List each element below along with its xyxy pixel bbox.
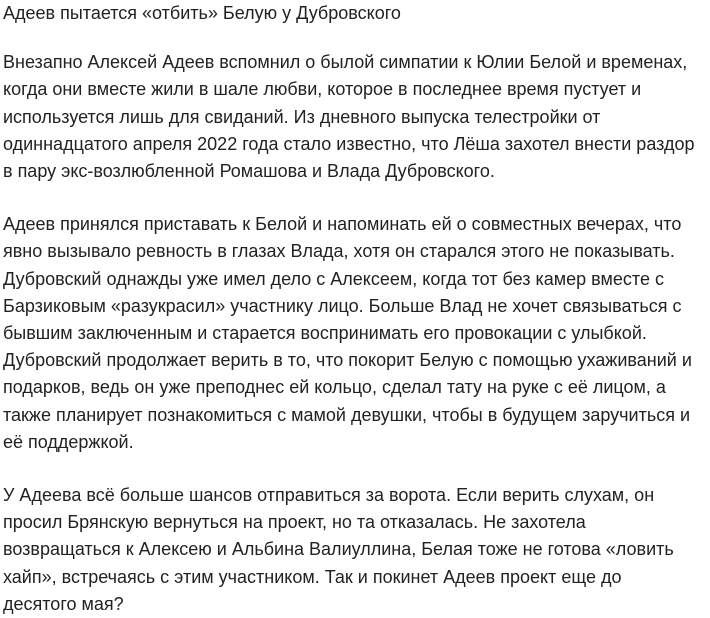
- article-title: Адеев пытается «отбить» Белую у Дубровского: [3, 3, 401, 23]
- paragraph-2: [3, 211, 707, 456]
- paragraph-line: просил Брянскую вернуться на проект, но та отказалась. Не захотела: [3, 512, 586, 533]
- paragraph-line: У Адеева всё больше шансов отправиться за ворота. Если верить слухам, он: [3, 485, 655, 506]
- paragraph-line: Барзиковым «разукрасил» участнику лицо. Больше Влад не хочет связываться с: [3, 295, 682, 316]
- paragraph-1: [3, 49, 707, 185]
- paragraph-line: Дубровский однажды уже имел дело с Алексеем, когда тот без камер вместе с: [3, 268, 664, 289]
- paragraph-3: [3, 482, 707, 618]
- paragraph-line: явно вызывало ревность в глазах Влада, хотя он старался этого не показывать.: [3, 241, 675, 262]
- paragraph-line: её поддержкой.: [3, 431, 134, 452]
- paragraph-spacer: [3, 185, 707, 211]
- paragraph-line: Дубровский продолжает верить в то, что покорит Белую с помощью ухаживаний и: [3, 350, 692, 371]
- paragraph-line: бывшим заключенным и старается воспринимать его провокации с улыбкой.: [3, 323, 647, 344]
- paragraph-line: также планирует познакомиться с мамой девушки, чтобы в будущем заручиться и: [3, 404, 691, 425]
- article: [3, 0, 707, 618]
- title-spacer: [3, 27, 707, 49]
- paragraph-spacer: [3, 456, 707, 482]
- paragraph-line: десятого мая?: [3, 593, 124, 614]
- paragraph-line: хайп», встречаясь с этим участником. Так и покинет Адеев проект еще до: [3, 566, 622, 587]
- paragraph-line: подарков, ведь он уже преподнес ей кольцо, сделал тату на руке с её лицом, а: [3, 377, 666, 398]
- paragraph-line: Адеев принялся приставать к Белой и напоминать ей о совместных вечерах, что: [3, 214, 682, 235]
- paragraph-line: Внезапно Алексей Адеев вспомнил о былой симпатии к Юлии Белой и временах,: [3, 52, 688, 73]
- paragraph-line: возвращаться к Алексею и Альбина Валиуллина, Белая тоже не готова «ловить: [3, 539, 674, 560]
- paragraph-line: используется лишь для свиданий. Из дневного выпуска телестройки от: [3, 106, 601, 127]
- paragraph-line: одиннадцатого апреля 2022 года стало известно, что Лёша захотел внести раздор: [3, 133, 695, 154]
- paragraph-line: когда они вместе жили в шале любви, которое в последнее время пустует и: [3, 79, 642, 100]
- paragraph-line: в пару экс-возлюбленной Ромашова и Влада Дубровского.: [3, 161, 495, 182]
